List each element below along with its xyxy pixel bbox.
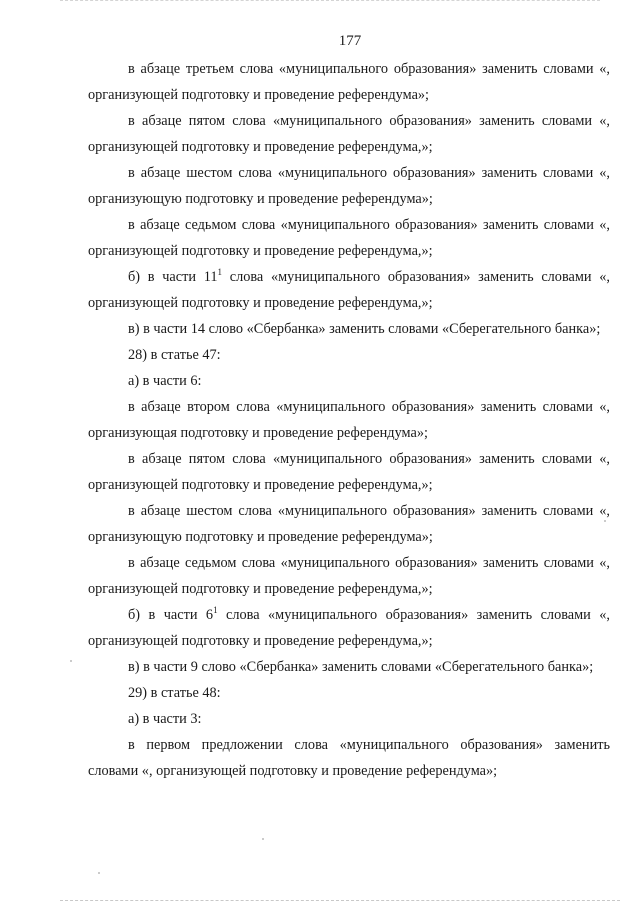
- paragraph: в абзаце шестом слова «муниципального образования» заменить словами «, организующую подготовку и проведение референдума»;: [88, 165, 610, 207]
- scan-speck: [262, 838, 264, 840]
- paragraph-item-b: [88, 602, 610, 654]
- paragraph-item-a: а) в части 6:: [128, 373, 202, 389]
- paragraph-article-47: 28) в статье 47:: [128, 347, 221, 363]
- scan-speck: [70, 660, 72, 662]
- item-b-prefix: б) в части 11: [128, 269, 218, 285]
- scan-speck: [98, 872, 100, 874]
- paragraph: в абзаце седьмом слова «муниципального образования» заменить словами «, организующей подготовку и проведение референдума,»;: [88, 555, 610, 597]
- paragraph: в абзаце шестом слова «муниципального образования» заменить словами «, организующую подготовку и проведение референдума»;: [88, 503, 610, 545]
- paragraph: в абзаце третьем слова «муниципального образования» заменить словами «, организующей подготовку и проведение референдума»;: [88, 61, 610, 103]
- superscript: 1: [213, 605, 218, 615]
- paragraph: в абзаце седьмом слова «муниципального образования» заменить словами «, организующей подготовку и проведение референдума,»;: [88, 217, 610, 259]
- item-b-suffix: слова «муниципального образования» заменить словами «, организующей подготовку и проведение референдума,»;: [88, 607, 610, 649]
- page-number: 177: [338, 33, 362, 49]
- paragraph-item-a: а) в части 3:: [128, 711, 202, 727]
- paragraph-item-v: в) в части 14 слово «Сбербанка» заменить словами «Сберегательного банка»;: [128, 321, 601, 337]
- scan-speck: [604, 520, 606, 522]
- paragraph: в абзаце пятом слова «муниципального образования» заменить словами «, организующей подготовку и проведение референдума,»;: [88, 451, 610, 493]
- paragraph: в абзаце пятом слова «муниципального образования» заменить словами «, организующей подготовку и проведение референдума,»;: [88, 113, 610, 155]
- paragraph: в первом предложении слова «муниципального образования» заменить словами «, организующей подготовку и проведение референдума»;: [88, 737, 610, 779]
- document-body: [88, 56, 610, 784]
- superscript: 1: [217, 267, 222, 277]
- scan-edge-bottom: [60, 897, 620, 901]
- scan-edge-top: [60, 0, 600, 4]
- paragraph-item-v: в) в части 9 слово «Сбербанка» заменить словами «Сберегательного банка»;: [128, 659, 594, 675]
- paragraph-article-48: 29) в статье 48:: [128, 685, 221, 701]
- paragraph: в абзаце втором слова «муниципального образования» заменить словами «, организующая подготовку и проведение референдума»;: [88, 399, 610, 441]
- paragraph-item-b: [88, 264, 610, 316]
- item-b-prefix: б) в части 6: [128, 607, 214, 623]
- item-b-suffix: слова «муниципального образования» заменить словами «, организующей подготовку и проведение референдума,»;: [88, 269, 611, 311]
